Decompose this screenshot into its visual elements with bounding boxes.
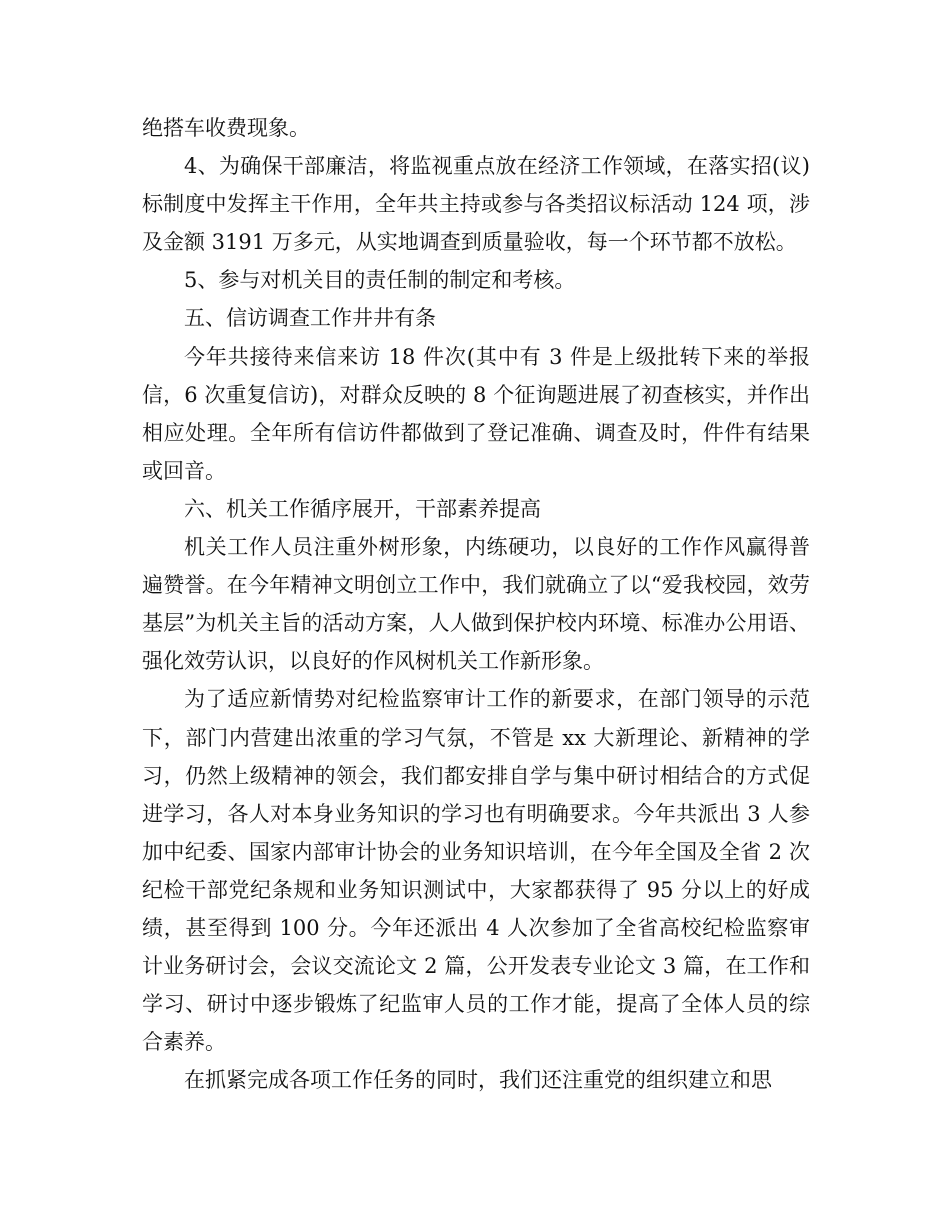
paragraph: 今年共接待来信来访 18 件次(其中有 3 件是上级批转下来的举报信，6 次重复信访)，对群众反映的 8 个征询题进展了初查核实，并作出相应处理。全年所有信访件都做到了登记准确、调查及时，件件有结果或回音。 xyxy=(142,344,810,483)
paragraph: 在抓紧完成各项工作任务的同时，我们还注重党的组织建立和思 xyxy=(184,1068,772,1093)
paragraph: 为了适应新情势对纪检监察审计工作的新要求，在部门领导的示范下，部门内营建出浓重的学习气氛，不管是 xx 大新理论、新精神的学习，仍然上级精神的领会，我们都安排自学与集中研讨相结合的方式促进学习，各人对本身业务知识的学习也有明确要求。今年共派出 3 人参加中纪委、国家内部审计协会的业务知识培训，在今年全国及全省 2 次纪检干部党纪条规和业务知识测试中，大家都获得了 95 分以上的好成绩，甚至得到 100 分。今年还派出 4 人次参加了全省高校纪检监察审计业务研讨会，会议交流论文 2 篇，公开发表专业论文 3 篇，在工作和学习、研讨中逐步锻炼了纪监审人员的工作才能，提高了全体人员的综合素养。 xyxy=(142,687,810,1055)
paragraph: 5、参与对机关目的责任制的制定和考核。 xyxy=(184,268,576,293)
section-heading: 五、信访调查工作井井有条 xyxy=(184,306,436,331)
paragraph: 绝搭车收费现象。 xyxy=(142,116,310,140)
section-heading: 六、机关工作循序展开，干部素养提高 xyxy=(184,496,541,521)
paragraph: 机关工作人员注重外树形象，内练硬功，以良好的工作作风赢得普遍赞誉。在今年精神文明创立工作中，我们就确立了以“爱我校园，效劳基层”为机关主旨的活动方案，人人做到保护校内环境、标准办公用语、强化效劳认识，以良好的作风树机关工作新形象。 xyxy=(142,535,810,674)
paragraph: 4、为确保干部廉洁，将监视重点放在经济工作领域，在落实招(议)标制度中发挥主干作用，全年共主持或参与各类招议标活动 124 项，涉及金额 3191 万多元，从实地调查到质量验收，每一个环节都不放松。 xyxy=(142,154,810,255)
document-body xyxy=(142,109,810,1099)
